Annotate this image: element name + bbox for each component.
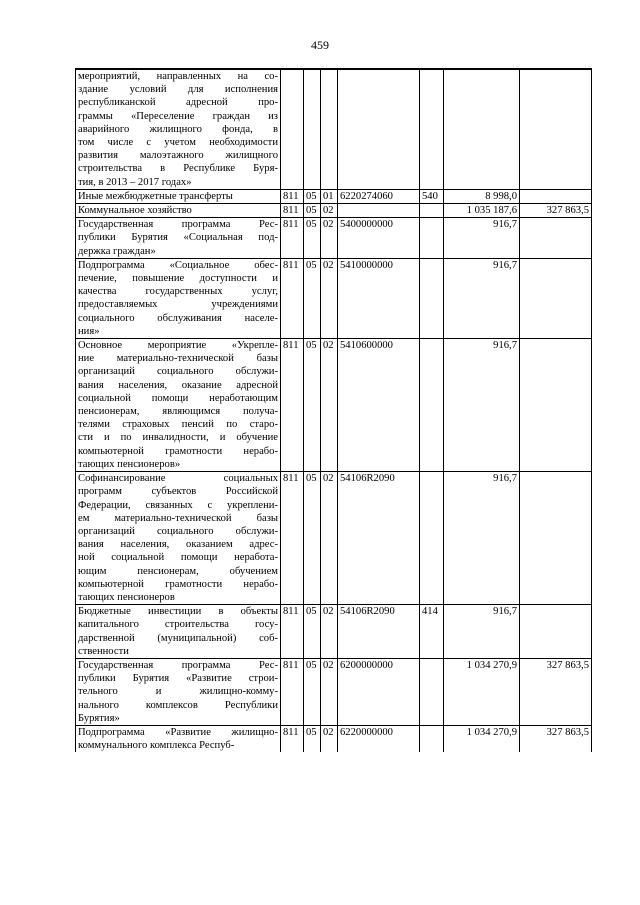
- amount-1-cell: 916,7: [444, 605, 520, 659]
- subsection-code-cell: 02: [321, 339, 338, 472]
- row-name-cell: мероприятий, направленных на со- здание условий для исполнения республиканской адресной про- граммы «Переселение граждан из аварийного жилищного фонда, в том числе с учетом необходимости развития малоэтажного жилищного строительства в Республике Буря- тия, в 2013 – 2017 годах»: [76, 69, 281, 189]
- amount-1-cell: 916,7: [444, 472, 520, 605]
- row-name-cell: Государственная программа Рес- публики Бурятия «Развитие строи- тельного и жилищно-комму- нального комплексов Республики Бурятия»: [76, 658, 281, 725]
- page-number: 459: [311, 38, 329, 52]
- target-article-cell: 54106R2090: [338, 605, 420, 659]
- amount-1-cell: 916,7: [444, 258, 520, 338]
- target-article-cell: [338, 69, 420, 189]
- target-article-cell: 5410000000: [338, 258, 420, 338]
- target-article-cell: 6220274060: [338, 189, 420, 203]
- amount-2-cell: [520, 218, 592, 259]
- section-code-cell: 05: [304, 605, 321, 659]
- amount-1-cell: [444, 69, 520, 189]
- table-row: [76, 218, 592, 259]
- ministry-code-cell: 811: [281, 258, 304, 338]
- section-code-cell: 05: [304, 218, 321, 259]
- subsection-code-cell: 02: [321, 658, 338, 725]
- section-code-cell: 05: [304, 258, 321, 338]
- target-article-cell: 6200000000: [338, 658, 420, 725]
- ministry-code-cell: 811: [281, 725, 304, 752]
- expense-type-cell: [420, 658, 444, 725]
- ministry-code-cell: 811: [281, 189, 304, 203]
- table-row: [76, 339, 592, 472]
- target-article-cell: 6220000000: [338, 725, 420, 752]
- row-name-cell: Подпрограмма «Социальное обес- печение, повышение доступности и качества государственных услуг, предоставляемых учреждениями социального обслуживания населе- ния»: [76, 258, 281, 338]
- subsection-code-cell: 02: [321, 605, 338, 659]
- expense-type-cell: [420, 725, 444, 752]
- section-code-cell: 05: [304, 658, 321, 725]
- expense-type-cell: [420, 339, 444, 472]
- amount-2-cell: [520, 605, 592, 659]
- amount-2-cell: 327 863,5: [520, 204, 592, 218]
- row-name-cell: Иные межбюджетные трансферты: [76, 189, 281, 203]
- section-code-cell: 05: [304, 725, 321, 752]
- subsection-code-cell: 02: [321, 258, 338, 338]
- amount-2-cell: 327 863,5: [520, 725, 592, 752]
- target-article-cell: [338, 204, 420, 218]
- expense-type-cell: [420, 69, 444, 189]
- row-name-cell: Софинансирование социальных программ субъектов Российской Федерации, связанных с укреплени- ем материально-технической базы организаций социального обслужи- вания населения, оказанием адрес- ной социальной помощи неработа- ющим пенсионерам, обучением компьютерной грамотности нерабо- тающих пенсионеров: [76, 472, 281, 605]
- amount-1-cell: 8 998,0: [444, 189, 520, 203]
- target-article-cell: 5400000000: [338, 218, 420, 259]
- row-name-cell: Коммунальное хозяйство: [76, 204, 281, 218]
- amount-1-cell: 1 034 270,9: [444, 658, 520, 725]
- subsection-code-cell: 02: [321, 218, 338, 259]
- table-row: [76, 658, 592, 725]
- subsection-code-cell: 02: [321, 725, 338, 752]
- section-code-cell: 05: [304, 472, 321, 605]
- subsection-code-cell: 02: [321, 204, 338, 218]
- subsection-code-cell: 01: [321, 189, 338, 203]
- table-row: [76, 204, 592, 218]
- table-row: [76, 189, 592, 203]
- amount-1-cell: 1 035 187,6: [444, 204, 520, 218]
- amount-1-cell: 916,7: [444, 218, 520, 259]
- target-article-cell: 54106R2090: [338, 472, 420, 605]
- amount-2-cell: [520, 258, 592, 338]
- amount-2-cell: [520, 69, 592, 189]
- table-row: [76, 725, 592, 752]
- table-row: [76, 472, 592, 605]
- expense-type-cell: 414: [420, 605, 444, 659]
- expense-type-cell: 540: [420, 189, 444, 203]
- table-row: [76, 605, 592, 659]
- ministry-code-cell: [281, 69, 304, 189]
- ministry-code-cell: 811: [281, 605, 304, 659]
- ministry-code-cell: 811: [281, 658, 304, 725]
- expense-type-cell: [420, 258, 444, 338]
- section-code-cell: [304, 69, 321, 189]
- row-name-cell: Подпрограмма «Развитие жилищно- коммунального комплекса Респуб-: [76, 725, 281, 752]
- budget-table: [75, 68, 592, 752]
- row-name-cell: Бюджетные инвестиции в объекты капитального строительства госу- дарственной (муниципальной) соб- ственности: [76, 605, 281, 659]
- section-code-cell: 05: [304, 339, 321, 472]
- amount-2-cell: [520, 472, 592, 605]
- table-row: [76, 258, 592, 338]
- ministry-code-cell: 811: [281, 472, 304, 605]
- expense-type-cell: [420, 218, 444, 259]
- section-code-cell: 05: [304, 204, 321, 218]
- subsection-code-cell: 02: [321, 472, 338, 605]
- amount-2-cell: 327 863,5: [520, 658, 592, 725]
- section-code-cell: 05: [304, 189, 321, 203]
- amount-2-cell: [520, 189, 592, 203]
- expense-type-cell: [420, 204, 444, 218]
- target-article-cell: 5410600000: [338, 339, 420, 472]
- expense-type-cell: [420, 472, 444, 605]
- subsection-code-cell: [321, 69, 338, 189]
- ministry-code-cell: 811: [281, 339, 304, 472]
- row-name-cell: Государственная программа Рес- публики Бурятия «Социальная под- держка граждан»: [76, 218, 281, 259]
- amount-2-cell: [520, 339, 592, 472]
- table-row: [76, 69, 592, 189]
- row-name-cell: Основное мероприятие «Укрепле- ние материально-технической базы организаций социального обслужи- вания населения, оказание адресной социальной помощи неработающим пенсионерам, являющимся получа- телями страховых пенсий по старо- сти и по инвалидности, и обучение компьютерной грамотности нерабо- тающих пенсионеров»: [76, 339, 281, 472]
- ministry-code-cell: 811: [281, 204, 304, 218]
- amount-1-cell: 916,7: [444, 339, 520, 472]
- ministry-code-cell: 811: [281, 218, 304, 259]
- amount-1-cell: 1 034 270,9: [444, 725, 520, 752]
